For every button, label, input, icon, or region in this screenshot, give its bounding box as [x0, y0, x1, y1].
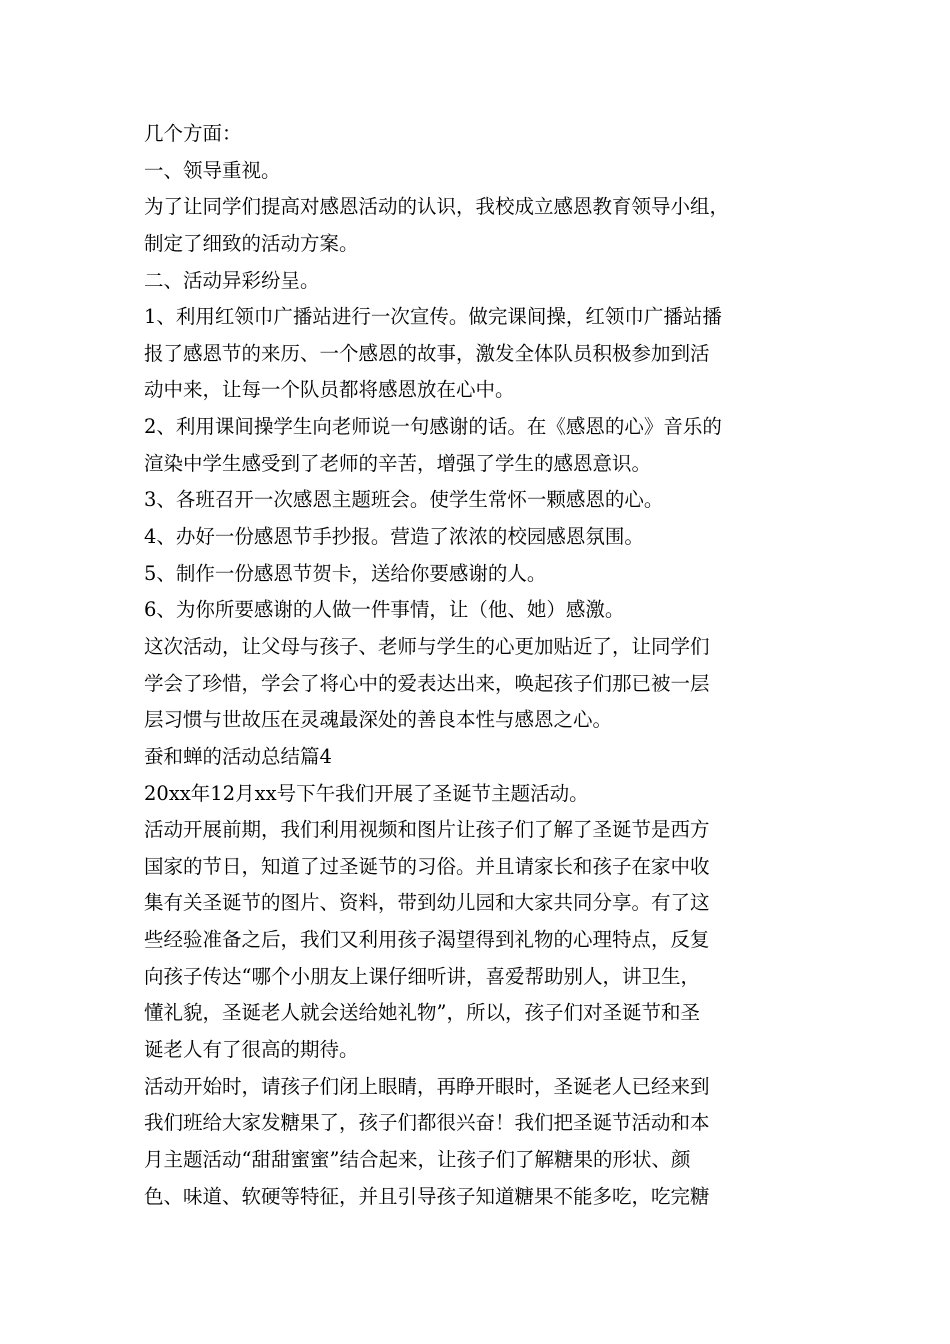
- text-line: 动中来，让每一个队员都将感恩放在心中。: [144, 378, 515, 402]
- text-line: 报了感恩节的来历、一个感恩的故事，激发全体队员积极参加到活: [144, 341, 710, 365]
- article-heading: 蚕和蝉的活动总结篇4: [144, 744, 332, 768]
- text-line: 6、为你所要感谢的人做一件事情，让（他、她）感激。: [144, 598, 625, 622]
- text-line: 学会了珍惜，学会了将心中的爱表达出来，唤起孩子们那已被一层: [144, 671, 710, 695]
- text-line: 月主题活动“甜甜蜜蜜”结合起来，让孩子们了解糖果的形状、颜: [144, 1147, 691, 1171]
- text-line: 制定了细致的活动方案。: [144, 231, 359, 255]
- section-heading: 一、领导重视。: [144, 158, 281, 182]
- document-body: [144, 116, 814, 1215]
- text-line: 色、味道、软硬等特征，并且引导孩子知道糖果不能多吃，吃完糖: [144, 1184, 710, 1208]
- text-line: 集有关圣诞节的图片、资料，带到幼儿园和大家共同分享。有了这: [144, 891, 710, 915]
- text-line: 懂礼貌，圣诞老人就会送给她礼物”，所以，孩子们对圣诞节和圣: [144, 1001, 700, 1025]
- text-line: 20xx年12月xx号下午我们开展了圣诞节主题活动。: [144, 781, 589, 805]
- text-line: 3、各班召开一次感恩主题班会。使学生常怀一颗感恩的心。: [144, 488, 664, 512]
- text-line: 2、利用课间操学生向老师说一句感谢的话。在《感恩的心》音乐的: [144, 415, 722, 439]
- text-line: 诞老人有了很高的期待。: [144, 1038, 359, 1062]
- text-line: 5、制作一份感恩节贺卡，送给你要感谢的人。: [144, 561, 547, 585]
- text-line: 活动开展前期，我们利用视频和图片让孩子们了解了圣诞节是西方: [144, 818, 710, 842]
- text-line: 向孩子传达“哪个小朋友上课仔细听讲，喜爱帮助别人，讲卫生，: [144, 964, 700, 988]
- text-line: 我们班给大家发糖果了，孩子们都很兴奋！我们把圣诞节活动和本: [144, 1111, 710, 1135]
- text-line: 几个方面：: [144, 122, 242, 145]
- text-line: 活动开始时，请孩子们闭上眼睛，再睁开眼时，圣诞老人已经来到: [144, 1074, 710, 1098]
- text-line: 国家的节日，知道了过圣诞节的习俗。并且请家长和孩子在家中收: [144, 854, 710, 878]
- text-line: 这次活动，让父母与孩子、老师与学生的心更加贴近了，让同学们: [144, 634, 710, 658]
- section-heading: 二、活动异彩纷呈。: [144, 268, 320, 292]
- text-line: 1、利用红领巾广播站进行一次宣传。做完课间操，红领巾广播站播: [144, 305, 722, 329]
- text-line: 4、办好一份感恩节手抄报。营造了浓浓的校园感恩氛围。: [144, 525, 644, 549]
- text-line: 渲染中学生感受到了老师的辛苦，增强了学生的感恩意识。: [144, 451, 652, 475]
- text-line: 为了让同学们提高对感恩活动的认识，我校成立感恩教育领导小组，: [144, 195, 730, 219]
- text-line: 些经验准备之后，我们又利用孩子渴望得到礼物的心理特点，反复: [144, 928, 710, 952]
- text-line: 层习惯与世故压在灵魂最深处的善良本性与感恩之心。: [144, 708, 613, 732]
